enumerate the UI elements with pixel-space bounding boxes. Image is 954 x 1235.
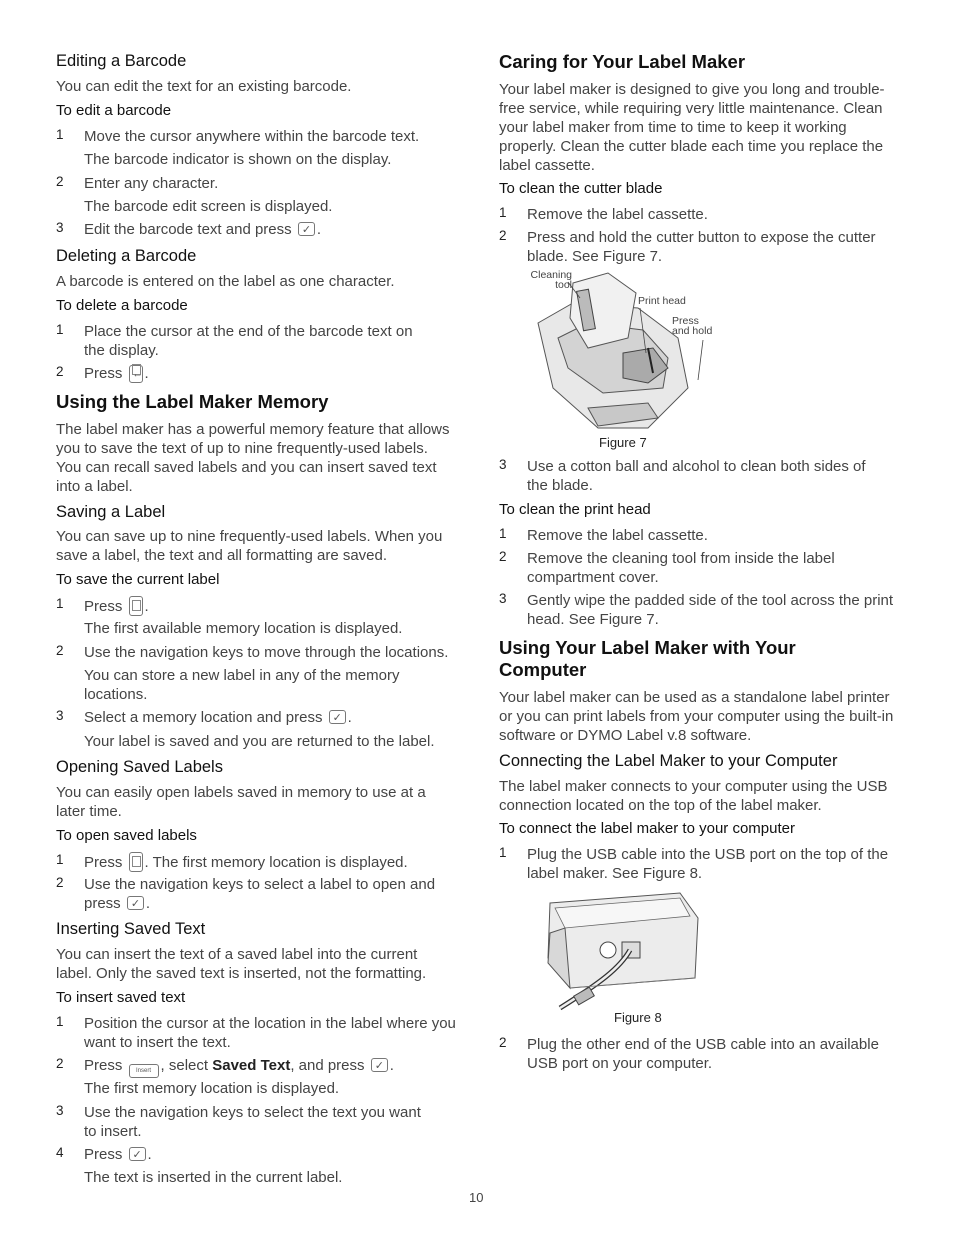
step-number: 3 [56,1103,64,1118]
ok-key-icon [329,710,346,724]
inserting-intro-line: label. Only the saved text is inserted, not the formatting. [56,965,427,982]
inserting-intro [56,945,426,983]
figure-7-label-print-head: Print head [638,295,686,307]
memory-intro-line: you to save the text of up to nine frequently-used labels. [56,440,428,457]
step-text: Enter any character. [84,175,219,192]
ok-key-icon [298,222,315,236]
step-text: Press Insert , select Saved Text, and press ✓ . [84,1056,394,1078]
figure-7-label-cleaning-tool [526,270,572,290]
procedure-title-edit-barcode: To edit a barcode [56,102,172,119]
step-text: Select a memory location and press ✓ . [84,708,352,727]
procedure-title-open-labels: To open saved labels [56,827,197,844]
computer-intro-line: software or DYMO Label v.8 software. [499,727,752,744]
step-text: Press and hold the cutter button to expose the cutter [527,229,876,246]
step-text: The barcode edit screen is displayed. [84,198,333,215]
step-number: 1 [499,845,507,860]
step-number: 1 [499,526,507,541]
step-text-part: Press [84,854,123,871]
figure-8 [530,888,702,1016]
title-line: Using Your Label Maker with Your [499,637,796,658]
step-text-line-2: compartment cover. [527,569,659,586]
section-title-opening-labels: Opening Saved Labels [56,758,223,776]
step-text-line-2: want to insert the text. [84,1034,231,1051]
step-text: Use the navigation keys to select the text you want [84,1104,421,1121]
computer-intro-line: Your label maker can be used as a standalone label printer [499,689,890,706]
step-number: 3 [499,591,507,606]
memory-intro-line: into a label. [56,478,133,495]
computer-intro-line: or you can print labels from your computer using the built-in [499,708,894,725]
ok-key-icon [371,1058,388,1072]
saving-intro-line: You can save up to nine frequently-used labels. When you [56,528,443,545]
step-text: Position the cursor at the location in the label where you [84,1015,456,1032]
step-text-line-2: blade. See Figure 7. [527,248,663,265]
step-text: The text is inserted in the current label. [84,1169,343,1186]
label-line: Press [672,315,699,327]
procedure-title-insert-text: To insert saved text [56,989,186,1006]
memory-intro [56,420,450,496]
procedure-title-clean-print-head: To clean the print head [499,501,651,518]
step-text-line-2: locations. [84,686,148,703]
procedure-title-connect: To connect the label maker to your computer [499,820,795,837]
label-maker-open-illustration [528,268,728,438]
label-line: Cleaning [530,269,572,281]
step-text-part: Press [84,598,123,615]
step-text-part: Press [84,1146,123,1163]
step-number: 1 [499,205,507,220]
step-text: Press . [84,598,149,615]
step-text: Plug the USB cable into the USB port on the top of the [527,846,889,863]
step-text-part: , select [160,1057,209,1074]
section-title-editing-barcode: Editing a Barcode [56,52,187,70]
step-text-line-2: press ✓ . [84,894,150,913]
inserting-intro-line: You can insert the text of a saved label into the current [56,946,418,963]
caring-intro-line: your label maker from time to time to keep it working [499,119,847,136]
saving-intro-line: save a label, the text and all formatting are saved. [56,547,388,564]
caring-intro-line: label cassette. [499,157,595,174]
figure-8-caption: Figure 8 [614,1010,662,1025]
step-number: 3 [499,457,507,472]
memory-intro-line: The label maker has a powerful memory feature that allows [56,421,450,438]
step-number: 2 [56,875,64,890]
deleting-intro: A barcode is entered on the label as one character. [56,273,395,290]
connecting-intro [499,777,888,815]
step-number: 2 [56,174,64,189]
step-text: Edit the barcode text and press ✓ . [84,220,321,239]
page-number: 10 [469,1190,484,1205]
step-text: The first memory location is displayed. [84,1080,340,1097]
insert-key-icon: Insert [129,1064,159,1078]
step-text: Remove the label cassette. [527,527,708,544]
connecting-intro-line: connection located on the top of the label maker. [499,797,822,814]
step-text-part: , and press [290,1057,365,1074]
label-line: tool [555,279,572,291]
step-text-line-2: the blade. [527,477,593,494]
step-text: The first available memory location is displayed. [84,620,403,637]
section-title-computer [499,637,796,681]
usb-connection-illustration [530,888,702,1016]
step-number: 1 [56,1014,64,1029]
step-number: 1 [56,852,64,867]
step-text: Use the navigation keys to move through the locations. [84,644,449,661]
step-text-part: . The first memory location is displayed. [144,854,408,871]
step-text: Press ✓ . [84,1145,152,1164]
step-text: Place the cursor at the end of the barcode text on [84,323,413,340]
section-title-connecting: Connecting the Label Maker to your Computer [499,752,838,770]
step-text: Move the cursor anywhere within the barcode text. [84,128,420,145]
caring-intro-line: free service, while requiring very little maintenance. Clean [499,100,883,117]
figure-7 [528,268,728,438]
step-text-part: Select a memory location and press [84,709,323,726]
section-title-caring: Caring for Your Label Maker [499,51,746,72]
procedure-title-clean-cutter: To clean the cutter blade [499,180,663,197]
step-text-line-2: label maker. See Figure 8. [527,865,703,882]
step-text: The barcode indicator is shown on the display. [84,151,392,168]
step-text: Remove the label cassette. [527,206,708,223]
section-title-memory: Using the Label Maker Memory [56,391,329,412]
step-number: 2 [56,643,64,658]
step-text-line-2: USB port on your computer. [527,1055,713,1072]
step-text [84,852,408,872]
label-line: and hold [672,325,713,337]
step-number: 3 [56,708,64,723]
title-line: Computer [499,659,587,680]
figure-7-label-press-hold [672,316,712,336]
caring-intro [499,80,885,175]
section-title-deleting-barcode: Deleting a Barcode [56,247,197,265]
step-text: Your label is saved and you are returned to the label. [84,733,435,750]
delete-key-icon [129,365,143,383]
step-text: Gently wipe the padded side of the tool across the print [527,592,894,609]
step-text: You can store a new label in any of the memory [84,667,400,684]
section-title-saving-label: Saving a Label [56,503,166,521]
ok-key-icon [129,1147,146,1161]
step-number: 2 [499,228,507,243]
step-text-bold: Saved Text [212,1057,291,1074]
memory-key-icon [129,596,143,616]
editing-intro: You can edit the text for an existing barcode. [56,78,352,95]
memory-key-icon [129,852,143,872]
step-number: 2 [56,364,64,379]
memory-intro-line: You can recall saved labels and you can insert saved text [56,459,437,476]
procedure-title-delete-barcode: To delete a barcode [56,297,188,314]
connecting-intro-line: The label maker connects to your computer using the USB [499,778,888,795]
step-text: Press ← . [84,364,149,383]
step-text-part: Press [84,1057,123,1074]
step-text: Plug the other end of the USB cable into an available [527,1036,879,1053]
step-text-line-2: to insert. [84,1123,142,1140]
step-text: Remove the cleaning tool from inside the label [527,550,835,567]
step-number: 2 [56,1056,64,1071]
caring-intro-line: properly. Clean the cutter blade each time you replace the [499,138,884,155]
computer-intro [499,688,893,745]
step-text: Use a cotton ball and alcohol to clean both sides of [527,458,866,475]
step-number: 1 [56,322,64,337]
opening-intro-line: later time. [56,803,122,820]
section-title-inserting-text: Inserting Saved Text [56,920,206,938]
step-number: 2 [499,549,507,564]
ok-key-icon [127,896,144,910]
procedure-title-save-label: To save the current label [56,571,220,588]
opening-intro-line: You can easily open labels saved in memory to use at a [56,784,426,801]
caring-intro-line: Your label maker is designed to give you long and trouble- [499,81,885,98]
step-number: 1 [56,596,64,611]
step-number: 4 [56,1145,64,1160]
saving-intro [56,527,442,565]
step-number: 2 [499,1035,507,1050]
step-text-line-2: the display. [84,342,159,359]
step-text-part: press [84,895,121,912]
step-text-part: Edit the barcode text and press [84,221,292,238]
figure-7-caption: Figure 7 [599,435,647,450]
step-text-part: Press [84,365,123,382]
step-number: 1 [56,127,64,142]
step-text-line-2: head. See Figure 7. [527,611,659,628]
opening-intro [56,783,426,821]
step-text: Use the navigation keys to select a label to open and [84,876,436,893]
step-number: 3 [56,220,64,235]
